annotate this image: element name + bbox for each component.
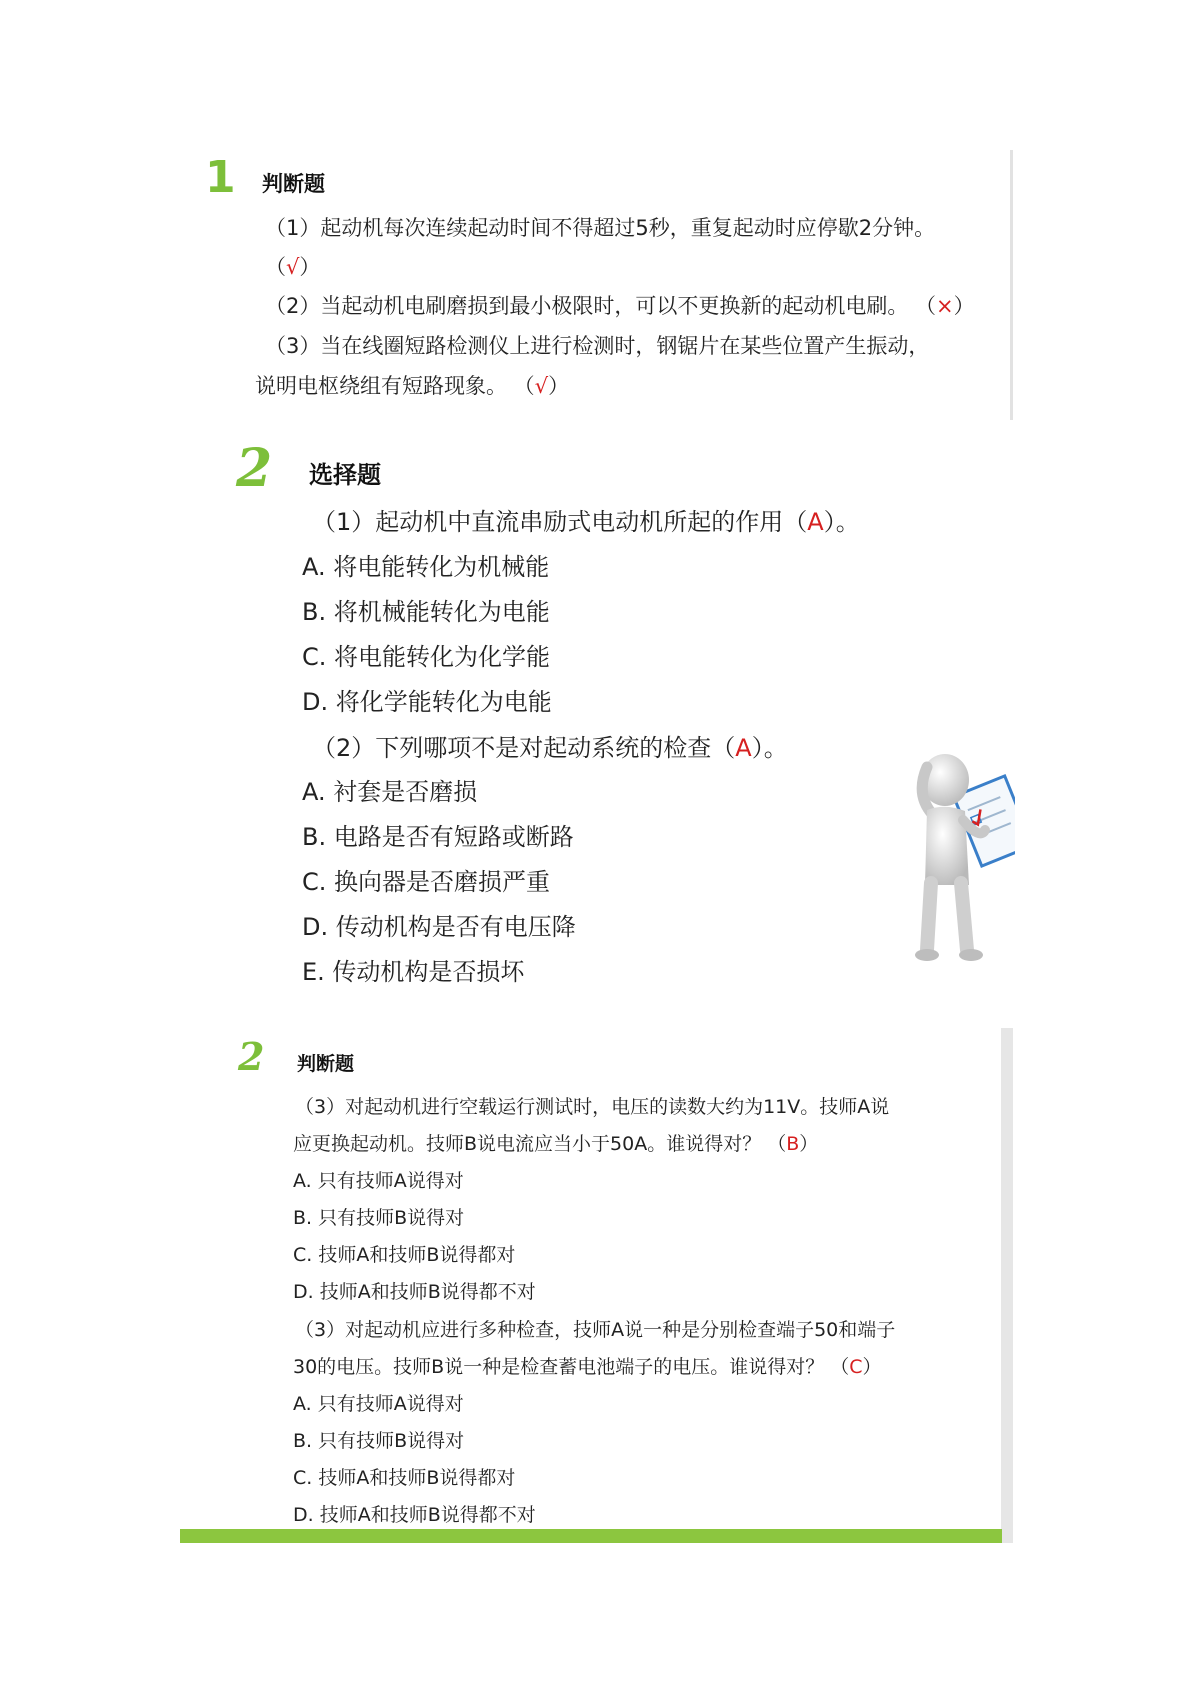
s2-question-2: （2）下列哪项不是对起动系统的检查（A）。 bbox=[312, 734, 788, 762]
s1-question-2: （2）当起动机电刷磨损到最小极限时，可以不更换新的起动机电刷。 （×） bbox=[265, 294, 975, 318]
s3-q2-option-a: A. 只有技师A说得对 bbox=[293, 1393, 464, 1415]
answer-mark: C bbox=[849, 1356, 863, 1378]
section-title-judgement-2: 判断题 bbox=[297, 1053, 355, 1075]
s3-q2-option-d: D. 技师A和技师B说得都不对 bbox=[293, 1504, 536, 1526]
s3-question-1-line-2: 应更换起动机。技师B说电流应当小于50A。谁说得对？ （B） bbox=[293, 1133, 819, 1155]
s3-q2-option-b: B. 只有技师B说得对 bbox=[293, 1430, 465, 1452]
section-side-bar bbox=[1001, 1028, 1013, 1543]
s3-q1-option-c: C. 技师A和技师B说得都对 bbox=[293, 1244, 516, 1266]
answer-mark: B bbox=[786, 1133, 800, 1155]
s2-q1-option-d: D. 将化学能转化为电能 bbox=[302, 688, 552, 716]
s2-q2-option-c: C. 换向器是否磨损严重 bbox=[302, 868, 551, 896]
s3-question-1-line-1: （3）对起动机进行空载运行测试时，电压的读数大约为11V。技师A说 bbox=[295, 1096, 890, 1118]
s2-q1-option-b: B. 将机械能转化为电能 bbox=[302, 598, 550, 626]
answer-mark: A bbox=[807, 508, 824, 536]
s3-question-2-line-2: 30的电压。技师B说一种是检查蓄电池端子的电压。谁说得对？ （C） bbox=[293, 1356, 882, 1378]
s3-q1-option-a: A. 只有技师A说得对 bbox=[293, 1170, 464, 1192]
section-number-1: 1 bbox=[205, 152, 236, 203]
s1-question-3-line-2: 说明电枢绕组有短路现象。 （√） bbox=[255, 374, 570, 398]
answer-mark: A bbox=[735, 734, 752, 762]
s3-question-2-line-1: （3）对起动机应进行多种检查，技师A说一种是分别检查端子50和端子 bbox=[295, 1319, 896, 1341]
s1-question-3-line-1: （3）当在线圈短路检测仪上进行检测时，钢锯片在某些位置产生振动， bbox=[265, 334, 930, 358]
answer-mark: × bbox=[936, 294, 954, 318]
s1-question-1-answer: （√） bbox=[265, 255, 321, 279]
section-number-3: 2 bbox=[238, 1034, 265, 1079]
s3-q1-option-b: B. 只有技师B说得对 bbox=[293, 1207, 465, 1229]
answer-mark: √ bbox=[534, 374, 549, 398]
section-title-choice: 选择题 bbox=[309, 461, 381, 489]
s1-question-1-line-1: （1）起动机每次连续起动时间不得超过5秒，重复起动时应停歇2分钟。 bbox=[265, 216, 936, 240]
answer-mark: √ bbox=[286, 255, 300, 279]
s2-q2-option-e: E. 传动机构是否损坏 bbox=[302, 958, 525, 986]
s2-q2-option-d: D. 传动机构是否有电压降 bbox=[302, 913, 576, 941]
bottom-accent-bar bbox=[180, 1529, 1002, 1543]
thinking-person-with-checklist-icon bbox=[905, 745, 1015, 970]
s2-q2-option-a: A. 衬套是否磨损 bbox=[302, 778, 478, 806]
section-title-judgement: 判断题 bbox=[262, 172, 325, 196]
section-divider bbox=[1010, 150, 1013, 420]
section-number-2: 2 bbox=[236, 438, 273, 499]
s3-q2-option-c: C. 技师A和技师B说得都对 bbox=[293, 1467, 516, 1489]
s2-q1-option-c: C. 将电能转化为化学能 bbox=[302, 643, 551, 671]
s2-q2-option-b: B. 电路是否有短路或断路 bbox=[302, 823, 574, 851]
s2-question-1: （1）起动机中直流串励式电动机所起的作用（A）。 bbox=[312, 508, 860, 536]
s3-q1-option-d: D. 技师A和技师B说得都不对 bbox=[293, 1281, 536, 1303]
s2-q1-option-a: A. 将电能转化为机械能 bbox=[302, 553, 550, 581]
